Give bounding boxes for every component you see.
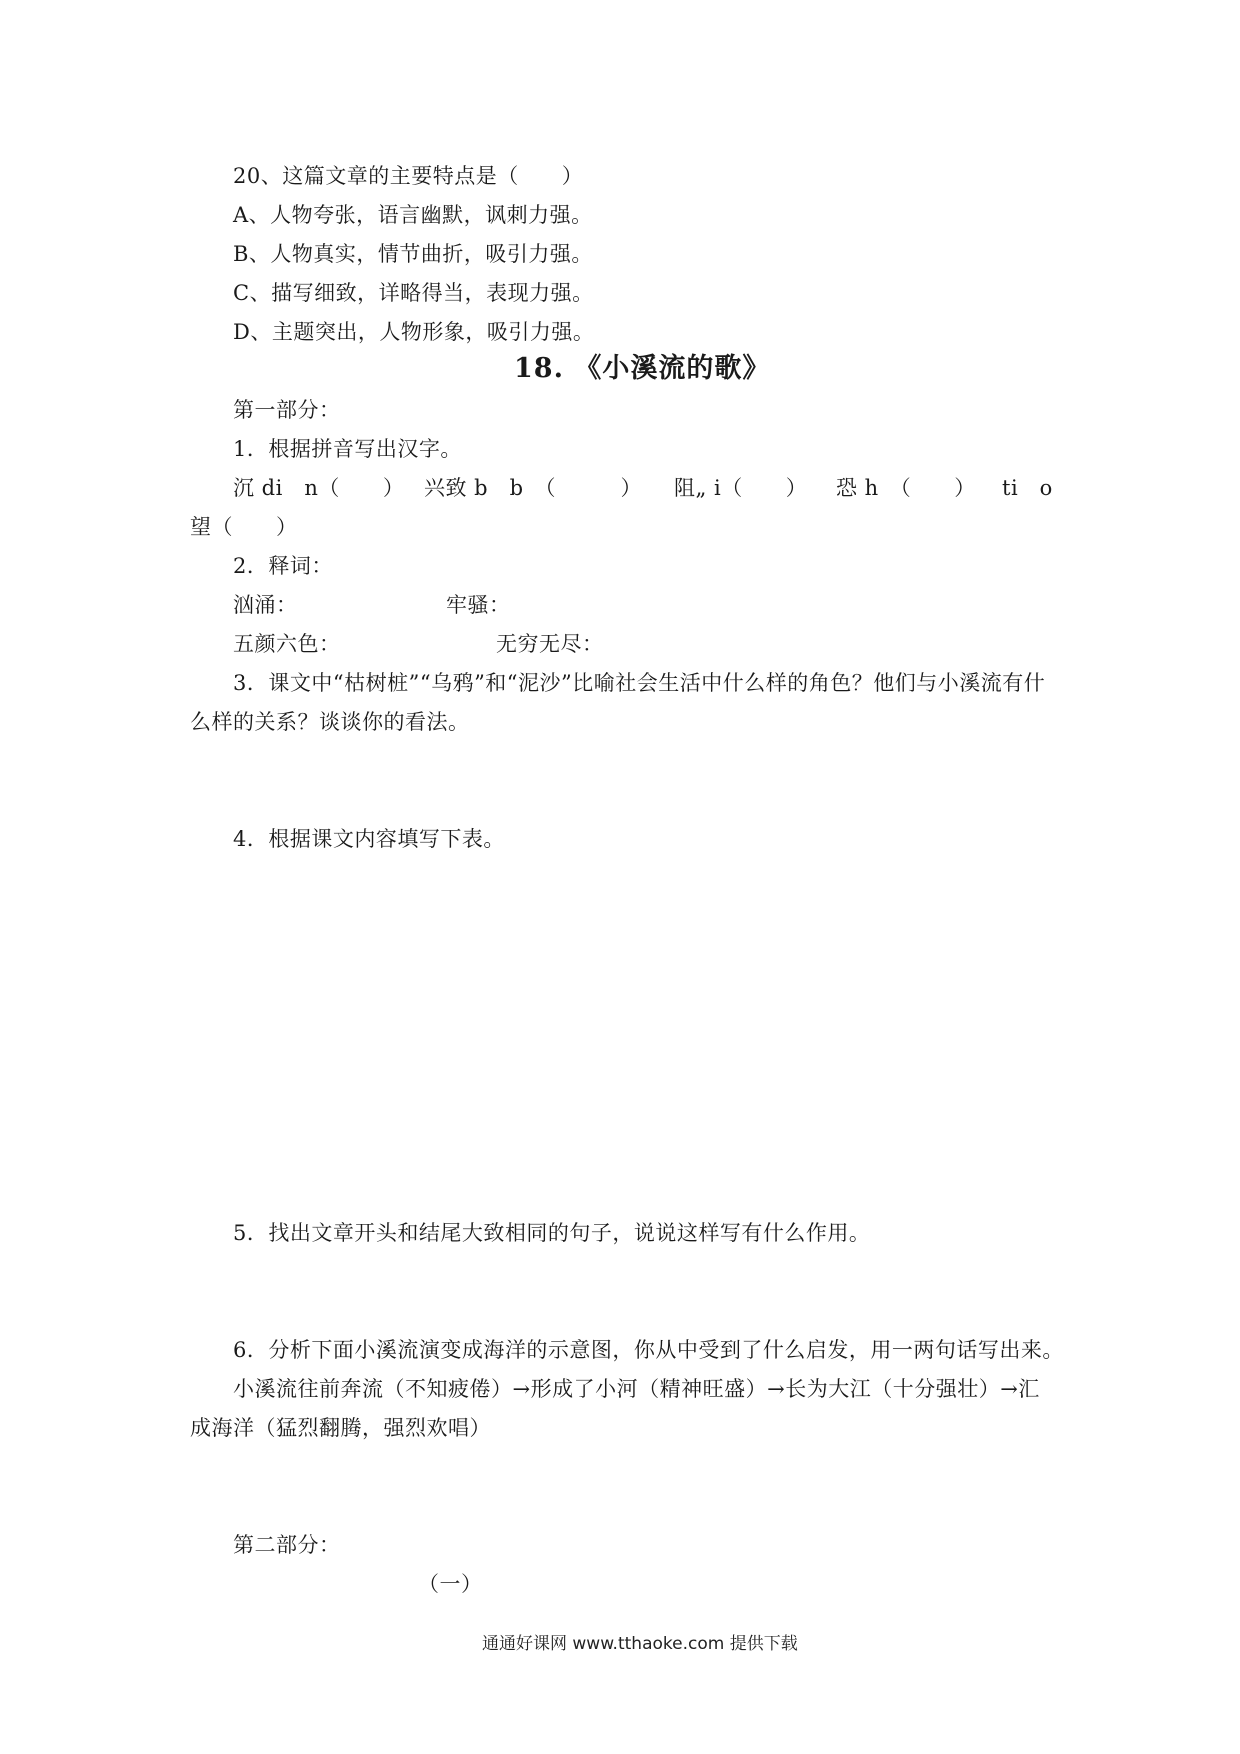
- q1-wrap-line: 望（ ）: [190, 515, 298, 539]
- q20-option-a: A、人物夸张，语言幽默，讽刺力强。: [233, 203, 593, 227]
- q20-option-c: C、描写细致，详略得当，表现力强。: [233, 281, 594, 305]
- q1-item-1: 沉 di n（ ）: [233, 476, 405, 500]
- lesson-title: 18. 《小溪流的歌》: [514, 353, 771, 384]
- part1-heading: 第一部分：: [233, 398, 341, 422]
- q6-diagram-line-1: 小溪流往前奔流（不知疲倦）→形成了小河（精神旺盛）→长为大江（十分强壮）→汇: [233, 1377, 1040, 1401]
- q3-line-2: 么样的关系？谈谈你的看法。: [190, 710, 470, 734]
- q1-item-3: 阻„ i（ ）: [674, 476, 808, 500]
- q6-diagram-line-2: 成海洋（猛烈翻腾，强烈欢唱）: [190, 1416, 491, 1440]
- q3-line-1: 3．课文中“枯树桩”“乌鸦”和“泥沙”比喻社会生活中什么样的角色？他们与小溪流有什: [233, 671, 1046, 695]
- page-footer: 通通好课网 www.tthaoke.com 提供下载: [482, 1634, 798, 1654]
- q20-option-b: B、人物真实，情节曲折，吸引力强。: [233, 242, 593, 266]
- q2-term-2: 牢骚：: [446, 593, 511, 617]
- q1-item-4: 恐 h （ ）: [836, 476, 976, 500]
- part2-heading: 第二部分：: [233, 1533, 341, 1557]
- part2-section-label: （一）: [418, 1572, 483, 1596]
- q1-label: 1．根据拼音写出汉字。: [233, 437, 462, 461]
- q2-term-4: 无穷无尽：: [496, 632, 604, 656]
- q20-option-d: D、主题突出，人物形象，吸引力强。: [233, 320, 595, 344]
- q20-stem: 20、这篇文章的主要特点是（ ）: [233, 164, 584, 188]
- q2-term-1: 汹涌：: [233, 593, 298, 617]
- q1-item-5: ti o: [1002, 476, 1053, 500]
- q1-item-2: 兴致 b b （ ）: [424, 476, 643, 500]
- q5-label: 5．找出文章开头和结尾大致相同的句子，说说这样写有什么作用。: [233, 1221, 871, 1245]
- q2-label: 2．释词：: [233, 554, 333, 578]
- q6-stem: 6．分析下面小溪流演变成海洋的示意图，你从中受到了什么启发，用一两句话写出来。: [233, 1338, 1064, 1362]
- q2-term-3: 五颜六色：: [233, 632, 341, 656]
- q4-label: 4．根据课文内容填写下表。: [233, 827, 505, 851]
